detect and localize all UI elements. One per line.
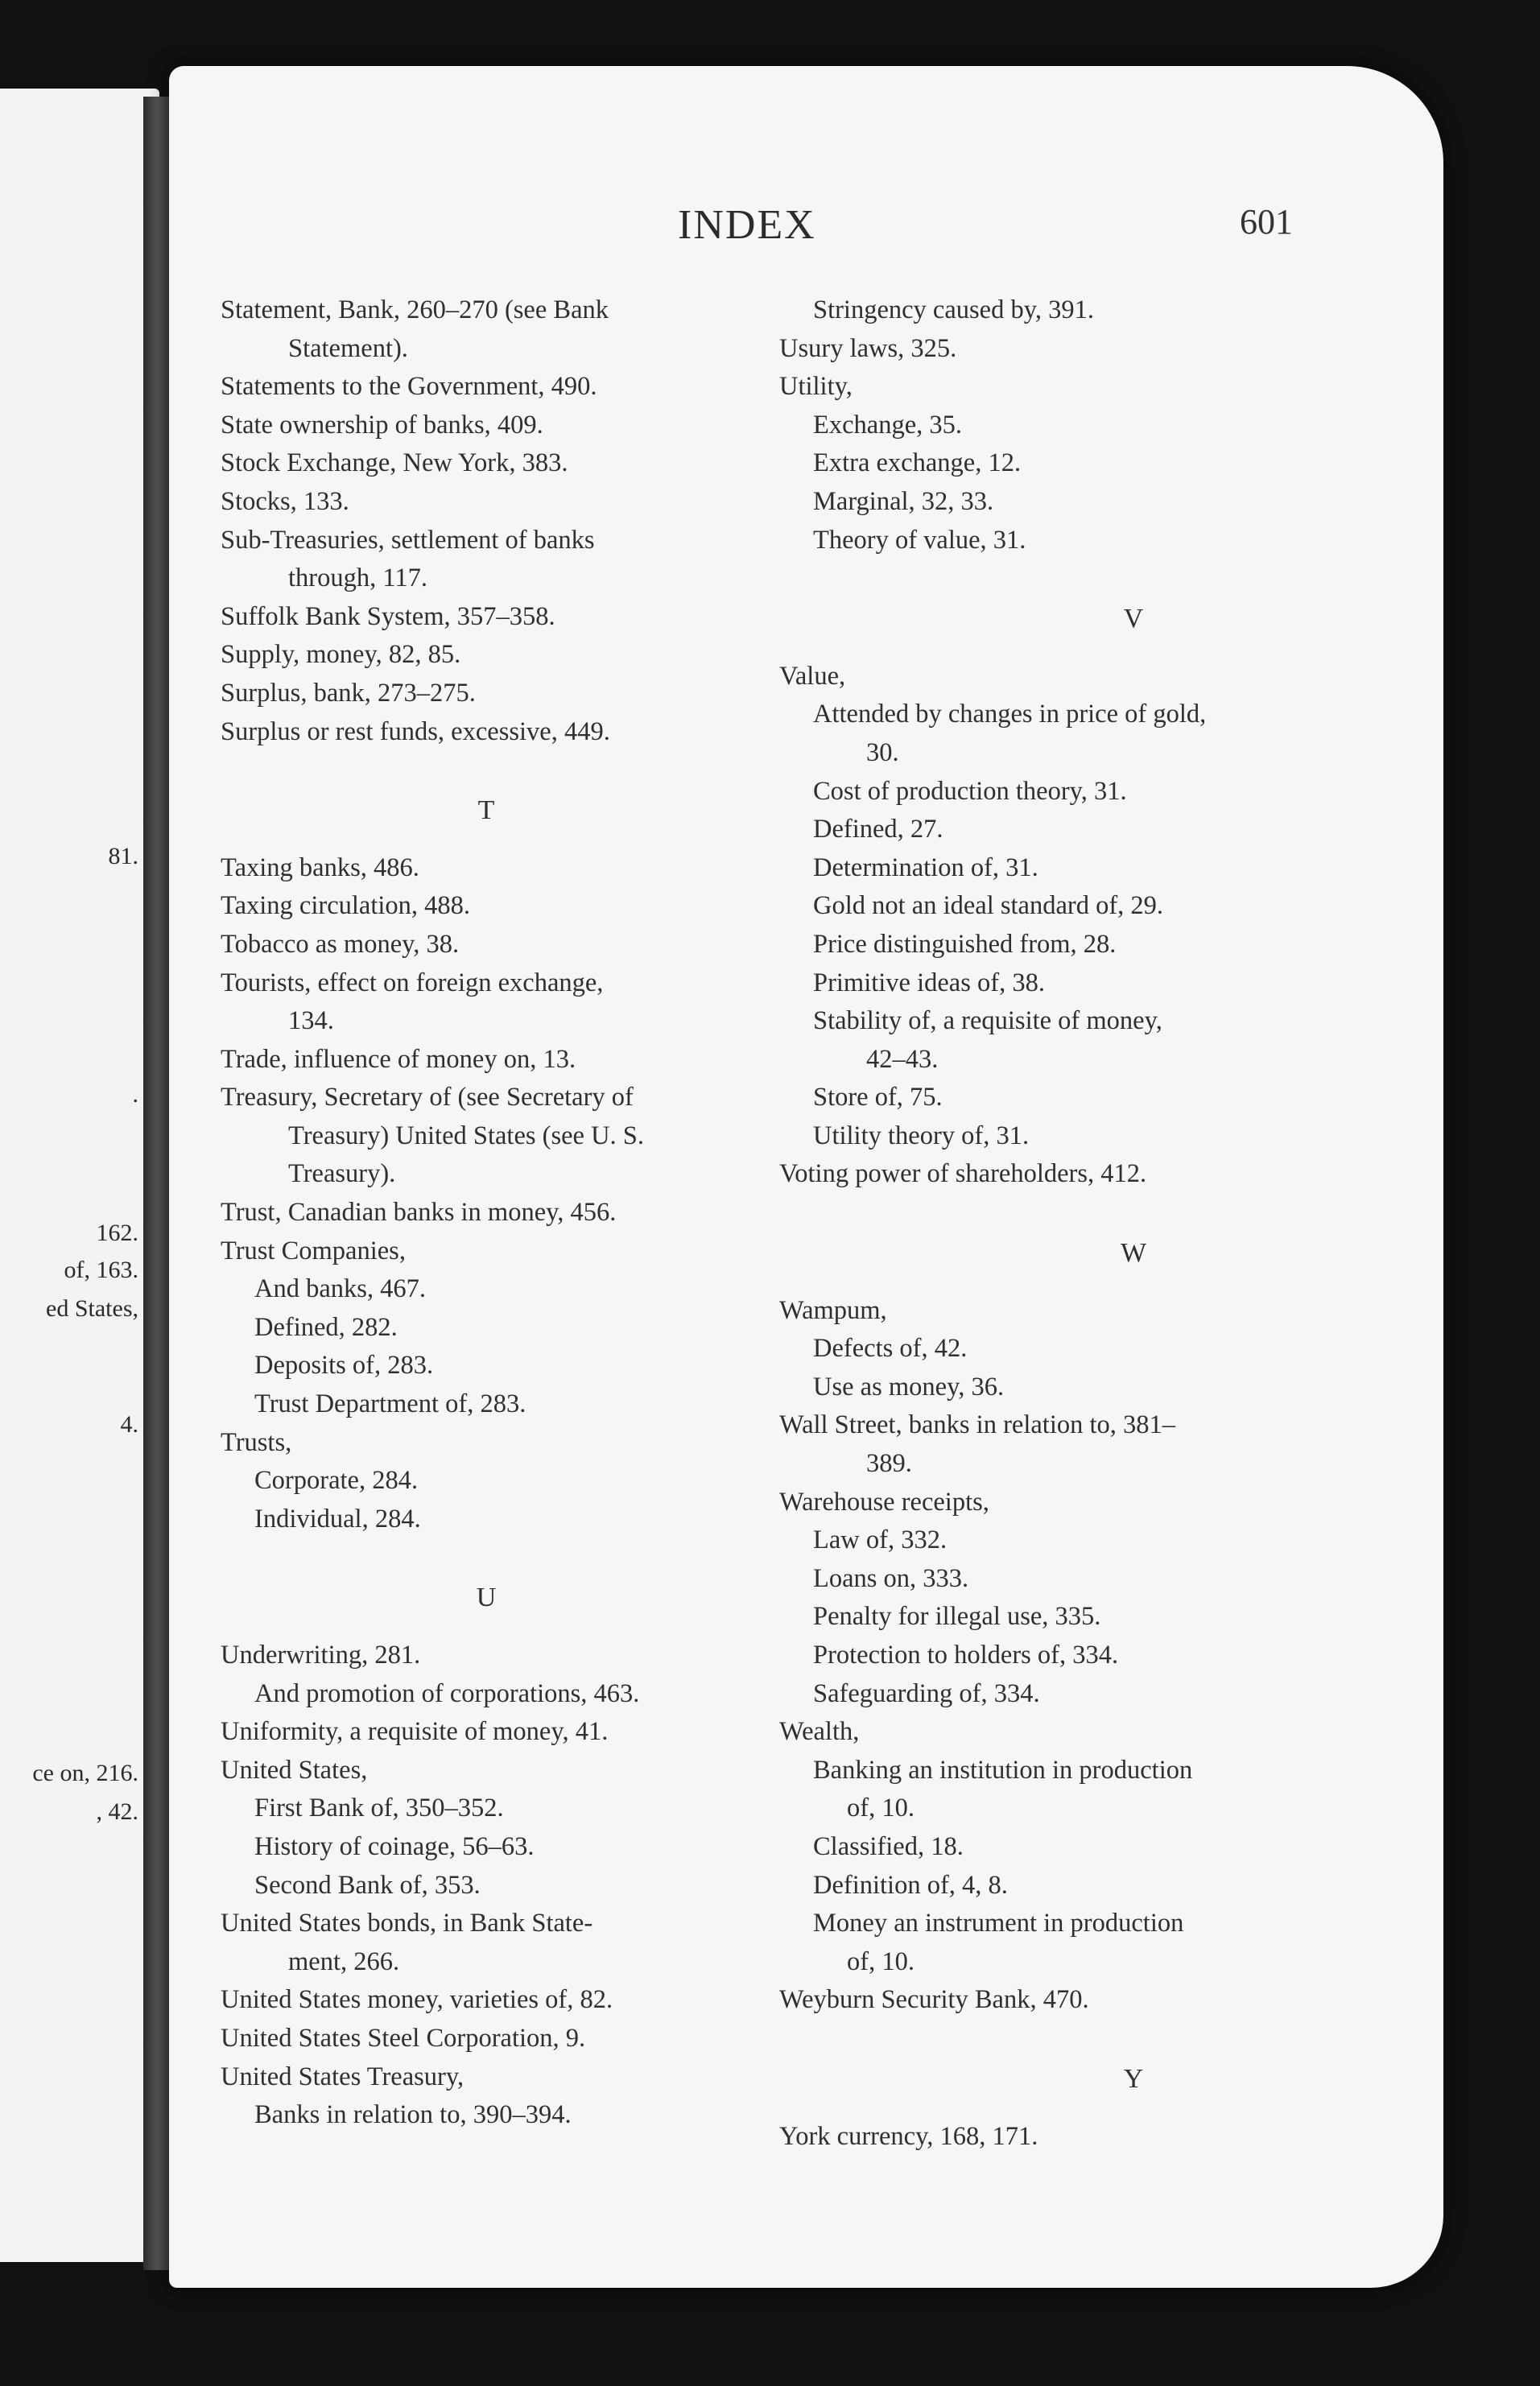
index-entry: Trust, Canadian banks in money, 456. [221, 1198, 617, 1228]
index-entry: Supply, money, 82, 85. [221, 640, 461, 670]
index-entry: Exchange, 35. [813, 410, 963, 440]
index-entry: Trusts, [221, 1427, 292, 1457]
index-entry: United States, [221, 1755, 368, 1785]
index-entry: Trust Department of, 283. [254, 1389, 526, 1419]
section-letter-w: W [1120, 1238, 1147, 1269]
index-entry: ment, 266. [288, 1946, 400, 1976]
index-entry: United States money, varieties of, 82. [221, 1985, 613, 2015]
index-page [169, 66, 1443, 2288]
facing-page-fragment: 162. [96, 1220, 138, 1246]
index-entry: United States Treasury, [221, 2062, 464, 2091]
index-entry: Primitive ideas of, 38. [813, 968, 1045, 997]
index-entry: Defined, 282. [254, 1312, 398, 1342]
section-letter-t: T [477, 795, 495, 826]
index-entry: Utility theory of, 31. [813, 1121, 1030, 1150]
index-entry: Uniformity, a requisite of money, 41. [221, 1717, 609, 1747]
index-entry: Extra exchange, 12. [813, 448, 1022, 478]
index-entry: And banks, 467. [254, 1274, 427, 1304]
index-entry: 389. [866, 1449, 912, 1479]
index-entry: Sub-Treasuries, settlement of banks [221, 525, 595, 555]
index-entry: of, 10. [847, 1946, 915, 1976]
index-entry: Taxing banks, 486. [221, 852, 419, 882]
index-entry: Attended by changes in price of gold, [813, 700, 1207, 729]
index-entry: Statements to the Government, 490. [221, 372, 597, 402]
index-entry: Underwriting, 281. [221, 1641, 421, 1670]
index-entry: Stringency caused by, 391. [813, 295, 1094, 324]
index-entry: Stocks, 133. [221, 486, 349, 516]
index-entry: Taxing circulation, 488. [221, 891, 471, 921]
index-entry: Statement, Bank, 260–270 (see Bank [221, 295, 609, 324]
index-entry: of, 10. [847, 1794, 915, 1823]
index-entry: Suffolk Bank System, 357–358. [221, 601, 555, 631]
index-entry: Utility, [779, 372, 853, 402]
index-entry: Classified, 18. [813, 1831, 964, 1861]
index-entry: 30. [866, 737, 899, 767]
facing-page-fragment: , 42. [96, 1798, 138, 1825]
index-entry: Loans on, 333. [813, 1563, 969, 1593]
section-letter-v: V [1123, 604, 1144, 634]
index-entry: Stability of, a requisite of money, [813, 1006, 1162, 1036]
index-entry: Weyburn Security Bank, 470. [779, 1985, 1089, 2015]
index-entry: Banking an institution in production [813, 1755, 1193, 1785]
facing-page-fragment: of, 163. [64, 1257, 138, 1283]
right-column [779, 291, 1488, 2156]
index-entry: Marginal, 32, 33. [813, 486, 994, 516]
index-entry: Penalty for illegal use, 335. [813, 1602, 1101, 1632]
index-entry: Use as money, 36. [813, 1372, 1005, 1401]
index-entry: 42–43. [866, 1044, 939, 1074]
facing-page [0, 89, 159, 2262]
page-number: 601 [1240, 202, 1293, 241]
facing-page-fragment: ed States, [46, 1295, 138, 1322]
index-entry: Wall Street, banks in relation to, 381– [779, 1410, 1176, 1440]
index-entry: Voting power of shareholders, 412. [779, 1159, 1147, 1189]
index-entry: Store of, 75. [813, 1083, 943, 1113]
index-entry: Value, [779, 661, 846, 691]
index-entry: Corporate, 284. [254, 1466, 419, 1496]
index-entry: Tourists, effect on foreign exchange, [221, 968, 604, 997]
index-entry: State ownership of banks, 409. [221, 410, 543, 440]
index-entry: Trade, influence of money on, 13. [221, 1044, 576, 1074]
page-title: INDEX [678, 202, 816, 248]
index-entry: 134. [288, 1006, 334, 1036]
index-entry: Defects of, 42. [813, 1334, 968, 1364]
index-entry: Treasury). [288, 1159, 396, 1189]
facing-page-fragment: ce on, 216. [32, 1760, 138, 1786]
index-entry: Protection to holders of, 334. [813, 1641, 1119, 1670]
facing-page-fragment: 81. [108, 843, 138, 869]
index-entry: Statement). [288, 333, 408, 363]
index-entry: Tobacco as money, 38. [221, 929, 460, 959]
index-entry: Safeguarding of, 334. [813, 1678, 1040, 1708]
index-entry: Wealth, [779, 1717, 860, 1747]
index-entry: Determination of, 31. [813, 852, 1038, 882]
index-entry: through, 117. [288, 563, 428, 593]
index-entry: Banks in relation to, 390–394. [254, 2100, 572, 2130]
index-entry: Gold not an ideal standard of, 29. [813, 891, 1164, 921]
index-entry: Definition of, 4, 8. [813, 1870, 1008, 1900]
index-entry: York currency, 168, 171. [779, 2121, 1038, 2151]
index-entry: United States Steel Corporation, 9. [221, 2023, 586, 2053]
index-entry: Second Bank of, 353. [254, 1870, 481, 1900]
index-entry: Surplus, bank, 273–275. [221, 678, 476, 708]
facing-page-fragment: . [132, 1081, 138, 1108]
index-entry: Stock Exchange, New York, 383. [221, 448, 568, 478]
index-entry: United States bonds, in Bank State- [221, 1909, 593, 1938]
index-entry: Warehouse receipts, [779, 1487, 989, 1517]
index-entry: History of coinage, 56–63. [254, 1831, 535, 1861]
index-entry: Treasury, Secretary of (see Secretary of [221, 1083, 634, 1113]
index-entry: Price distinguished from, 28. [813, 929, 1117, 959]
index-entry: Defined, 27. [813, 815, 943, 844]
index-entry: And promotion of corporations, 463. [254, 1678, 640, 1708]
index-entry: Individual, 284. [254, 1504, 421, 1534]
index-entry: Treasury) United States (see U. S. [288, 1121, 645, 1150]
index-entry: Money an instrument in production [813, 1909, 1184, 1938]
index-entry: Surplus or rest funds, excessive, 449. [221, 716, 610, 746]
left-column [221, 291, 752, 2135]
section-letter-y: Y [1123, 2063, 1144, 2094]
running-head [169, 201, 1443, 250]
index-entry: Law of, 332. [813, 1525, 948, 1555]
index-entry: First Bank of, 350–352. [254, 1794, 504, 1823]
index-entry: Wampum, [779, 1295, 887, 1325]
index-entry: Deposits of, 283. [254, 1351, 434, 1381]
index-entry: Trust Companies, [221, 1236, 406, 1265]
index-entry: Theory of value, 31. [813, 525, 1026, 555]
index-entry: Cost of production theory, 31. [813, 776, 1127, 806]
index-entry: Usury laws, 325. [779, 333, 957, 363]
facing-page-fragment: 4. [120, 1411, 138, 1438]
section-letter-u: U [476, 1583, 497, 1613]
